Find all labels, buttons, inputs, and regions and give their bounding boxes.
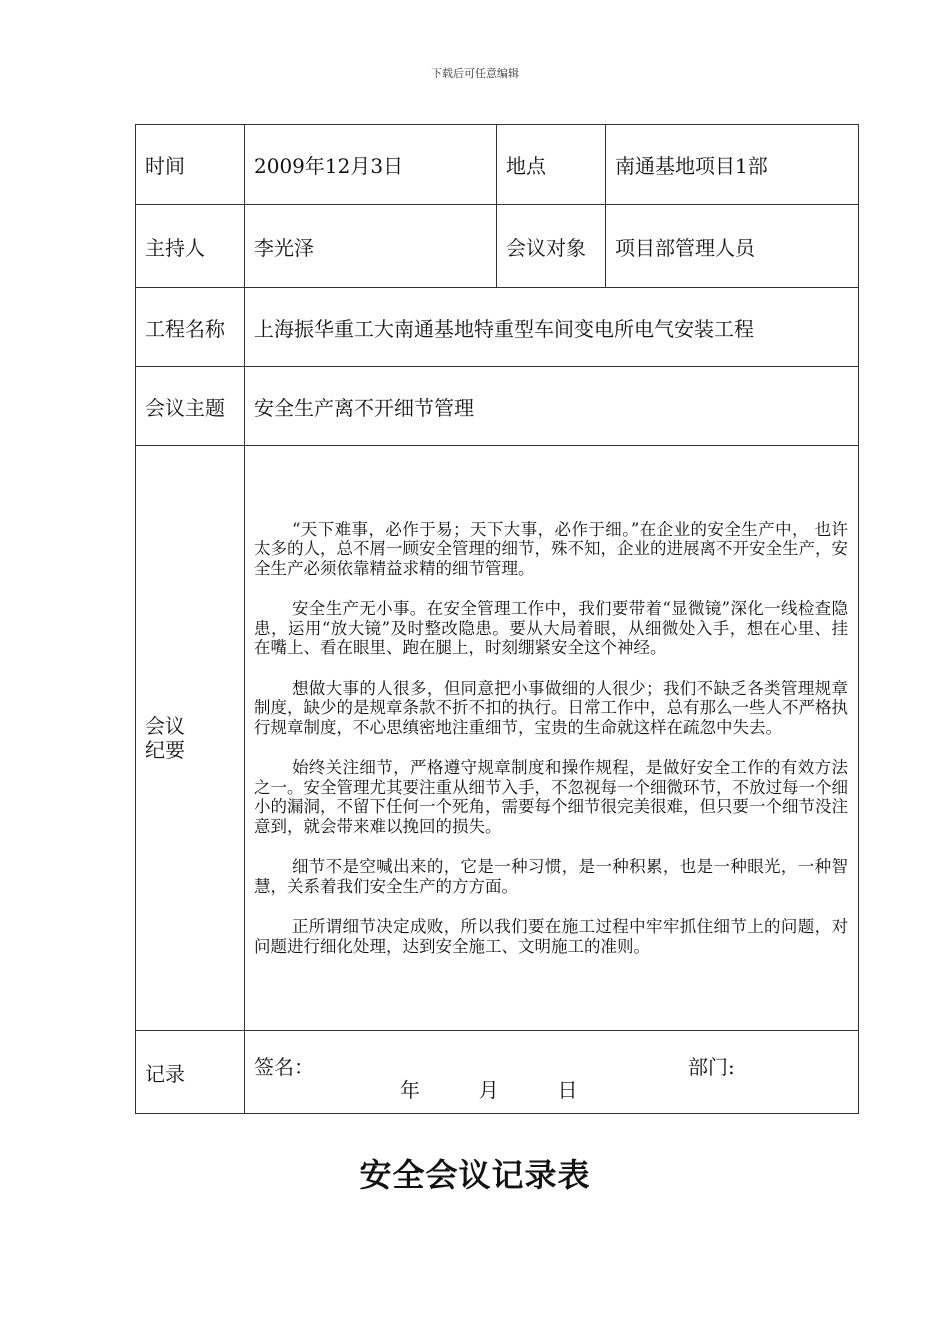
- minutes-paragraph: 安全生产无小事。在安全管理工作中，我们要带着“显微镜”深化一线检查隐患，运用“放大镜”及时整改隐患。要从大局着眼，从细微处入手，想在心里、挂在嘴上、看在眼里、跑在腿上，时刻绷紧安全这个神经。: [254, 599, 848, 658]
- place-value: 南通基地项目1部: [606, 125, 859, 205]
- minutes-paragraph: 想做大事的人很多，但同意把小事做细的人很少；我们不缺乏各类管理规章制度，缺少的是规章条款不折不扣的执行。日常工作中，总有那么一些人不严格执行规章制度，不心思缜密地注重细节，宝贵的生命就这样在疏忽中失去。: [254, 678, 848, 737]
- header-note: 下载后可任意编辑: [431, 67, 519, 80]
- time-value: 2009年12月3日: [245, 125, 497, 205]
- minutes-paragraph: “天下难事，必作于易；天下大事，必作于细。”在企业的安全生产中， 也许太多的人，总不屑一顾安全管理的细节，殊不知，企业的进展离不开安全生产，安全生产必须依靠精益求精的细节管理。: [254, 519, 848, 578]
- theme-value: 安全生产离不开细节管理: [245, 367, 859, 446]
- signature-label: 签名：: [254, 1055, 314, 1079]
- project-label: 工程名称: [136, 288, 245, 367]
- time-place-row: [136, 125, 859, 205]
- date-month-label: 月: [478, 1078, 499, 1102]
- minutes-paragraph: 细节不是空喊出来的，它是一种习惯，是一种积累，也是一种眼光，一种智慧，关系着我们安全生产的方方面。: [254, 857, 848, 896]
- department-label: 部门:: [688, 1055, 735, 1079]
- minutes-row: [136, 446, 859, 1031]
- minutes-paragraph: 始终关注细节，严格遵守规章制度和操作规程，是做好安全工作的有效方法之一。安全管理尤其要注重从细节入手，不忽视每一个细微环节，不放过每一个细小的漏洞，不留下任何一个死角，需要每个细节很完美很难，但只要一个细节没注意到，就会带来难以挽回的损失。: [254, 758, 848, 836]
- minutes-content: [245, 446, 859, 1031]
- date-year-label: 年: [400, 1078, 420, 1102]
- minutes-paragraph: 正所谓细节决定成败，所以我们要在施工过程中牢牢抓住细节上的问题，对问题进行细化处理，达到安全施工、文明施工的准则。: [254, 917, 848, 956]
- record-row: [136, 1031, 859, 1114]
- signature-cell: [245, 1031, 859, 1114]
- host-label: 主持人: [136, 205, 245, 288]
- minutes-label-line-2: 纪要: [145, 738, 185, 762]
- record-label: 记录: [136, 1031, 245, 1114]
- minutes-label: [136, 446, 245, 1031]
- meeting-record-table: [135, 124, 859, 1114]
- time-label: 时间: [136, 125, 245, 205]
- host-value: 李光泽: [245, 205, 497, 288]
- document-title: 安全会议记录表: [359, 1156, 591, 1194]
- theme-row: [136, 367, 859, 446]
- date-line: [400, 1074, 577, 1103]
- minutes-label-line-1: 会议: [145, 714, 185, 738]
- audience-value: 项目部管理人员: [606, 205, 859, 288]
- project-value: 上海振华重工大南通基地特重型车间变电所电气安装工程: [245, 288, 859, 367]
- host-audience-row: [136, 205, 859, 288]
- project-row: [136, 288, 859, 367]
- place-label: 地点: [497, 125, 606, 205]
- date-day-label: 日: [557, 1078, 578, 1102]
- theme-label: 会议主题: [136, 367, 245, 446]
- audience-label: 会议对象: [497, 205, 606, 288]
